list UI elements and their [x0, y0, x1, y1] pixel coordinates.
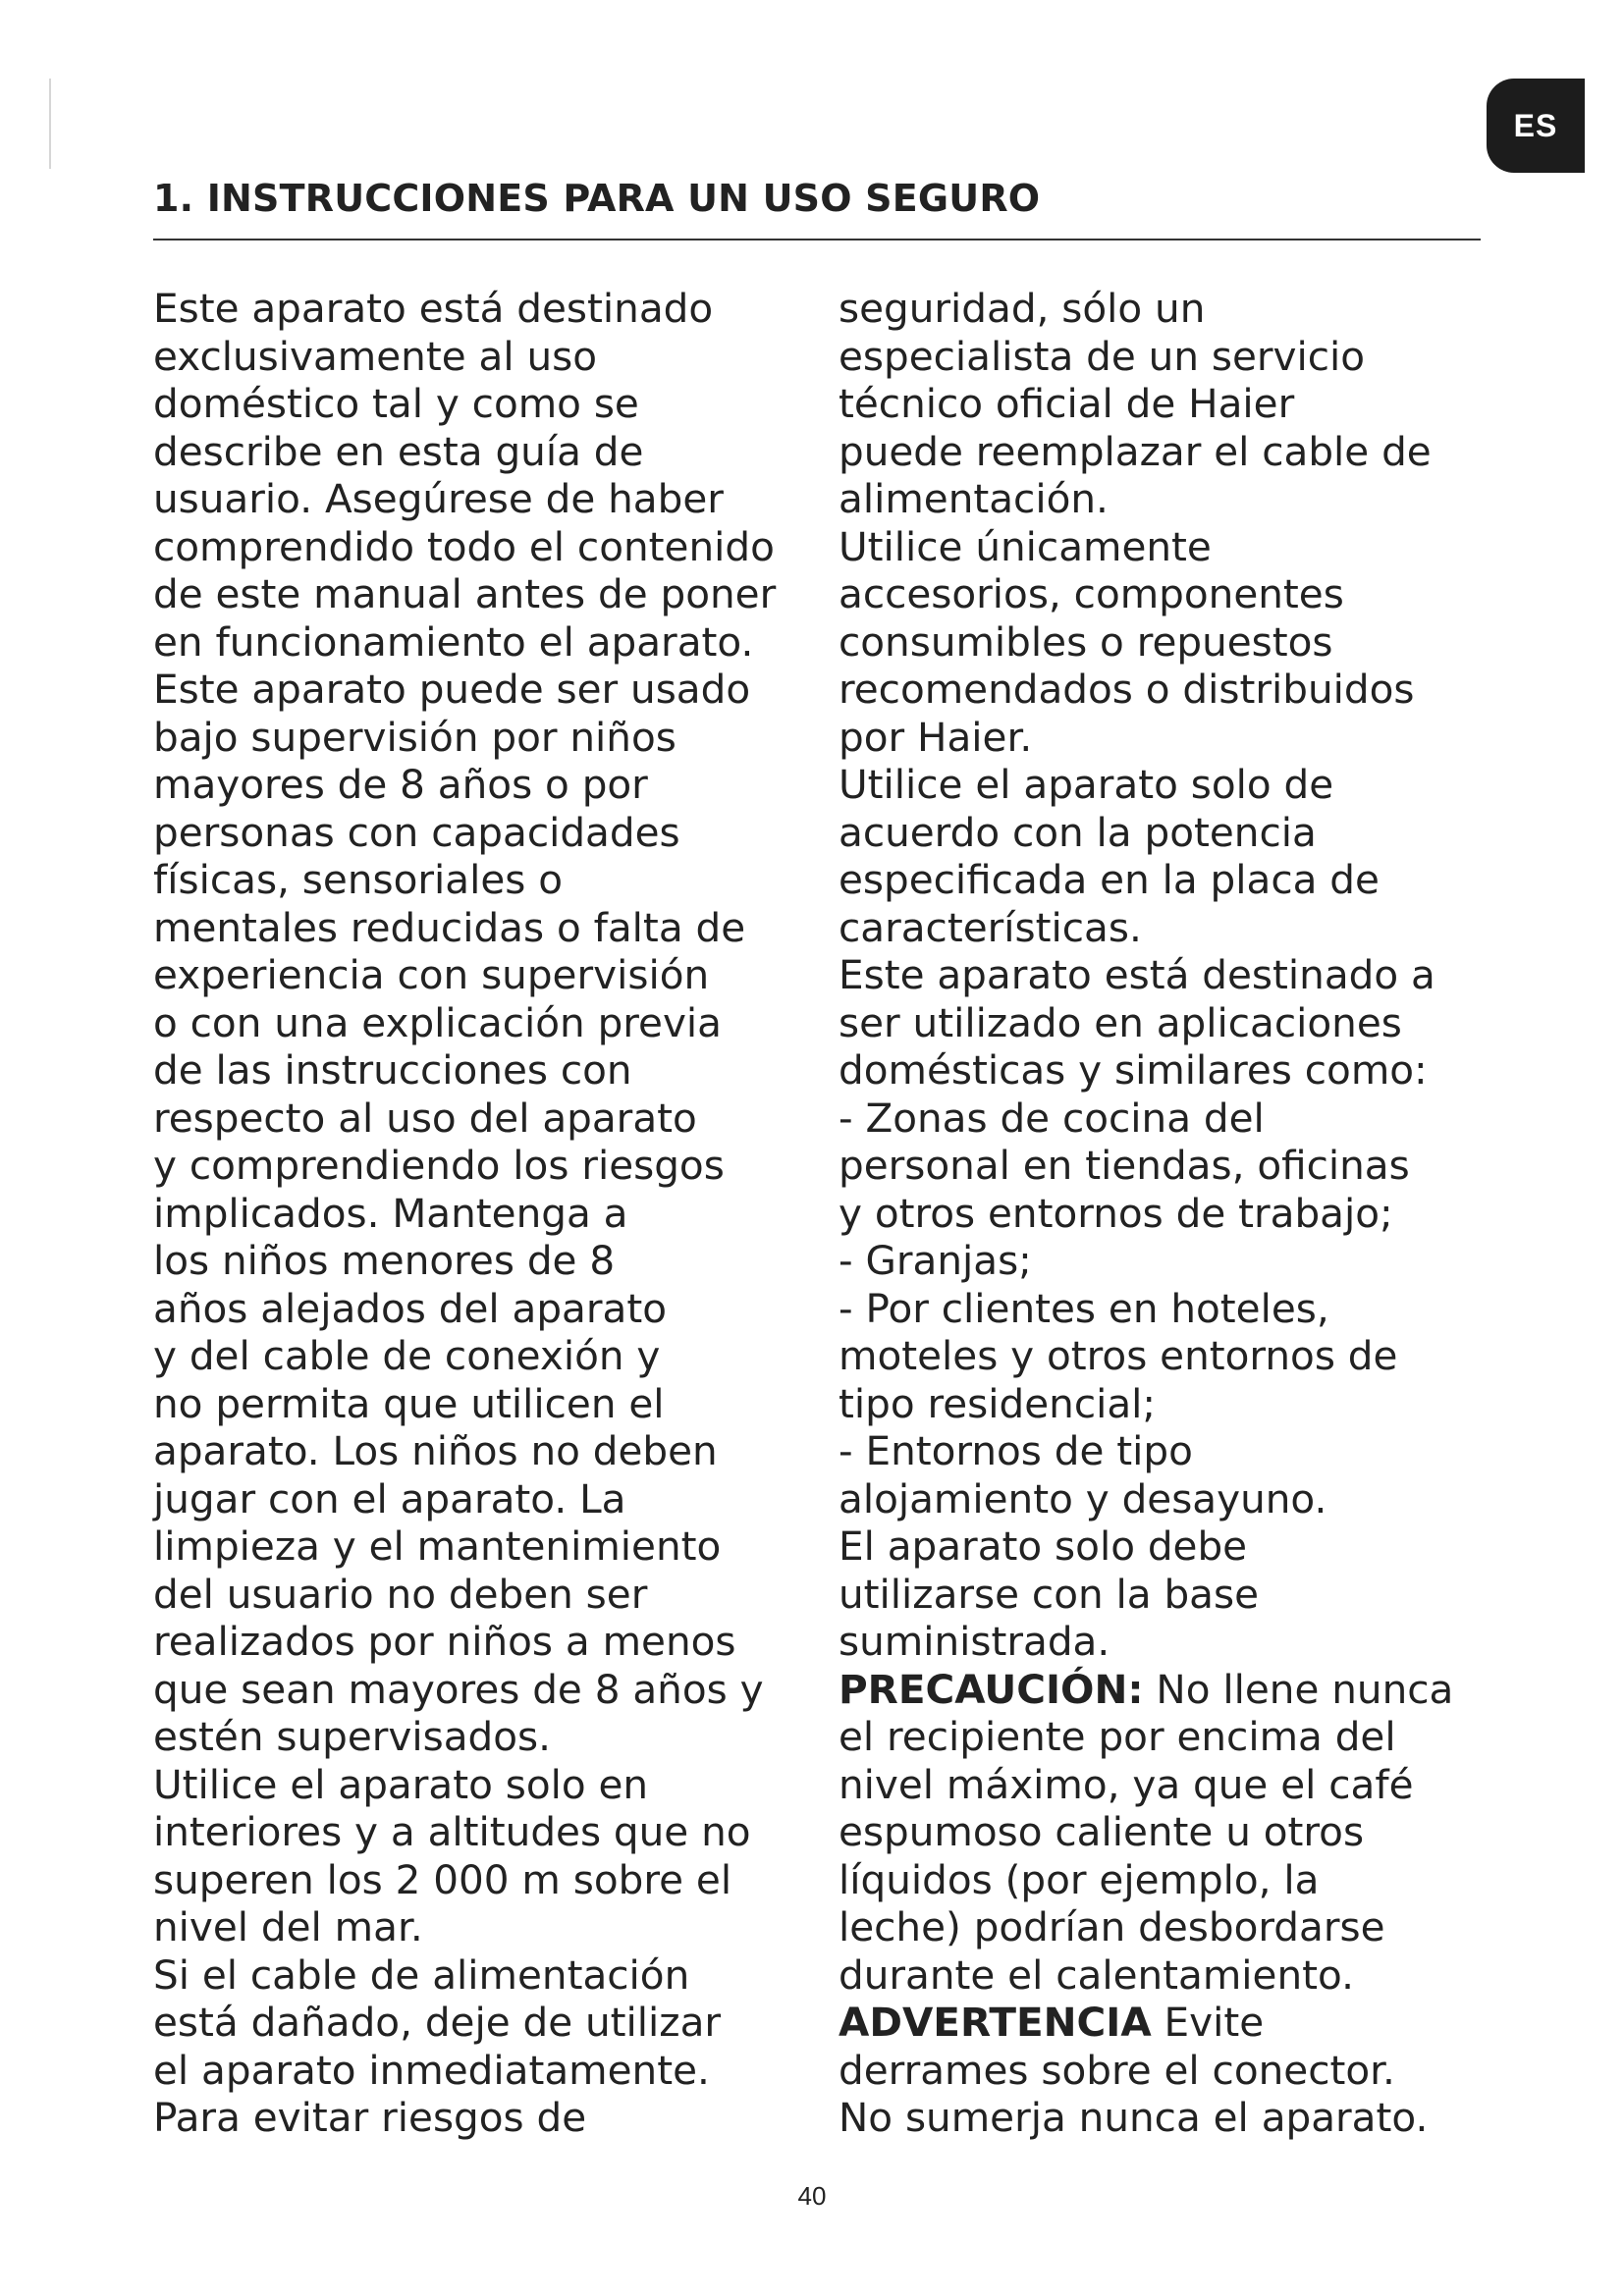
text-line: - Zonas de cocina del [839, 1094, 1265, 1142]
text-line: características. [839, 903, 1142, 951]
text-line: nivel del mar. [153, 1903, 423, 1950]
text-line: durante el calentamiento. [839, 1950, 1354, 1999]
text-line: espumoso caliente u otros [839, 1808, 1365, 1855]
text-line: nivel máximo, ya que el café [839, 1760, 1414, 1808]
text-line: realizados por niños a menos [153, 1618, 736, 1665]
text-line: está dañado, deje de utilizar [153, 1999, 722, 2046]
text-line: estén supervisados. [153, 1713, 551, 1760]
text-line: físicas, sensoriales o [153, 856, 564, 903]
text-line: consumibles o repuestos [839, 617, 1333, 666]
text-line: del usuario no deben ser [153, 1570, 648, 1618]
text-line: bajo supervisión por niños [153, 713, 677, 761]
text-line: personal en tiendas, oficinas [839, 1142, 1410, 1189]
text-line: interiores y a altitudes que no [153, 1808, 751, 1855]
text-line: que sean mayores de 8 años y [153, 1665, 764, 1713]
text-line: superen los 2 000 m sobre el [153, 1855, 732, 1903]
text-line: suministrada. [839, 1618, 1110, 1665]
warning-label: ADVERTENCIA [839, 1999, 1152, 2046]
text-line: No sumerja nunca el aparato. [839, 2094, 1429, 2141]
text-line: Este aparato puede ser usado [153, 666, 751, 713]
text-line: seguridad, sólo un [839, 285, 1206, 332]
text-line: utilizarse con la base [839, 1570, 1259, 1618]
caution-label: PRECAUCIÓN: [839, 1665, 1144, 1713]
text-line: acuerdo con la potencia [839, 808, 1317, 856]
text-line: puede reemplazar el cable de [839, 427, 1432, 475]
warning-text: Evite [1151, 1999, 1265, 2046]
text-line: Si el cable de alimentación [153, 1950, 690, 1999]
text-line: alojamiento y desayuno. [839, 1474, 1327, 1522]
page-edge-mark [49, 79, 51, 169]
text-line: Este aparato está destinado [153, 285, 714, 332]
text-line: mentales reducidas o falta de [153, 903, 746, 951]
text-line: Utilice el aparato solo de [839, 761, 1334, 808]
text-line: técnico oficial de Haier [839, 380, 1295, 427]
text-line: personas con capacidades [153, 808, 680, 856]
text-line: moteles y otros entornos de [839, 1332, 1398, 1379]
text-line: doméstico tal y como se [153, 380, 639, 427]
text-line: mayores de 8 años o por [153, 761, 648, 808]
text-line: accesorios, componentes [839, 570, 1344, 617]
caution-line [839, 1666, 1487, 1714]
text-line: y otros entornos de trabajo; [839, 1189, 1393, 1237]
text-line: no permita que utilicen el [153, 1379, 665, 1427]
text-line: exclusivamente al uso [153, 332, 597, 380]
text-line: aparato. Los niños no deben [153, 1427, 718, 1474]
text-line: Utilice únicamente [839, 522, 1212, 570]
text-line: el recipiente por encima del [839, 1713, 1396, 1760]
text-line: jugar con el aparato. La [153, 1474, 626, 1522]
text-line: los niños menores de 8 [153, 1237, 616, 1284]
text-line: por Haier. [839, 713, 1033, 761]
text-line: de las instrucciones con [153, 1046, 632, 1094]
text-line: el aparato inmediatamente. [153, 2046, 710, 2094]
text-line: El aparato solo debe [839, 1522, 1248, 1570]
text-line: y comprendiendo los riesgos [153, 1142, 725, 1189]
text-line: experiencia con supervisión [153, 951, 710, 998]
caution-text: No llene nunca [1143, 1665, 1454, 1713]
text-line: líquidos (por ejemplo, la [839, 1855, 1320, 1903]
text-line: o con una explicación previa [153, 998, 723, 1046]
text-line: Para evitar riesgos de [153, 2094, 587, 2141]
text-line: - Entornos de tipo [839, 1427, 1193, 1474]
text-line: implicados. Mantenga a [153, 1189, 628, 1237]
text-line: en funcionamiento el aparato. [153, 617, 754, 666]
text-line: Este aparato está destinado a [839, 951, 1435, 998]
text-line: comprendido todo el contenido [153, 522, 775, 570]
text-line: derrames sobre el conector. [839, 2046, 1395, 2094]
text-line: de este manual antes de poner [153, 570, 777, 617]
text-line: - Granjas; [839, 1237, 1032, 1284]
text-line: alimentación. [839, 475, 1109, 522]
warning-line [839, 1999, 1487, 2047]
text-line: leche) podrían desbordarse [839, 1903, 1385, 1950]
text-line: describe en esta guía de [153, 427, 644, 475]
text-line: domésticas y similares como: [839, 1046, 1428, 1094]
text-line: usuario. Asegúrese de haber [153, 475, 724, 522]
section-heading: 1. INSTRUCCIONES PARA UN USO SEGURO [153, 177, 1041, 220]
heading-divider [153, 239, 1481, 240]
text-line: ser utilizado en aplicaciones [839, 998, 1402, 1046]
text-line: especialista de un servicio [839, 332, 1366, 380]
text-line: respecto al uso del aparato [153, 1094, 697, 1142]
text-line: tipo residencial; [839, 1379, 1157, 1427]
text-line: especificada en la placa de [839, 856, 1380, 903]
language-tab: ES [1487, 79, 1585, 173]
left-column [153, 285, 821, 2142]
text-line: - Por clientes en hoteles, [839, 1284, 1329, 1332]
text-line: recomendados o distribuidos [839, 666, 1415, 713]
text-line: Utilice el aparato solo en [153, 1760, 649, 1808]
right-column [839, 285, 1487, 2142]
page-number: 40 [797, 2181, 827, 2211]
text-line: y del cable de conexión y [153, 1332, 661, 1379]
text-line: años alejados del aparato [153, 1284, 667, 1332]
text-line: limpieza y el mantenimiento [153, 1522, 722, 1570]
